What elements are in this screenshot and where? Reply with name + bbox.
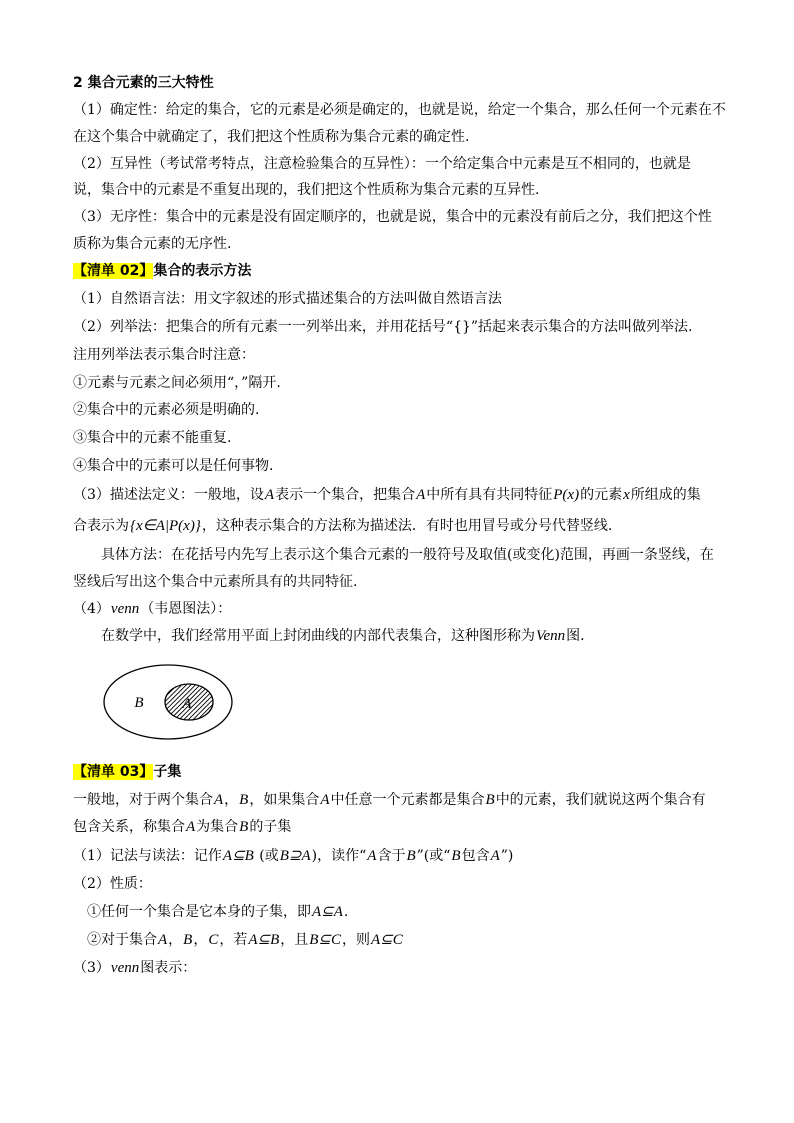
math-symbol: A: [264, 487, 275, 503]
enumeration-note-2: ②集合中的元素必须是明确的.: [73, 402, 260, 418]
math-symbol: A⊆B: [222, 848, 254, 864]
math-symbol: B: [451, 848, 461, 864]
subset-property-1: [87, 902, 348, 922]
text-run: ，如果集合: [249, 792, 320, 808]
text-run: ，且: [280, 932, 309, 948]
math-symbol: x: [623, 487, 630, 503]
text-run: 为集合: [196, 819, 239, 835]
venn-method-text: [101, 626, 585, 646]
enumeration-note-1: ①元素与元素之间必须用“，”隔开.: [73, 375, 281, 391]
text-run: 包含: [461, 848, 490, 864]
text-run: 含于: [377, 848, 406, 864]
text-run: 合表示为: [73, 518, 129, 534]
math-symbol: B: [406, 848, 416, 864]
section-heading: 2 集合元素的三大特性: [73, 75, 214, 91]
venn-label-b: B: [134, 695, 144, 711]
natural-language-method: （1）自然语言法：用文字叙述的形式描述集合的方法叫做自然语言法: [73, 291, 502, 307]
list02-title: 集合的表示方法: [153, 263, 252, 279]
math-symbol: A: [158, 932, 168, 948]
math-symbol: B: [239, 792, 249, 808]
list03-title: 子集: [153, 764, 182, 780]
text-run: （1）记法与读法：记作: [73, 848, 222, 864]
list02-tag: 【清单 02】: [73, 263, 154, 279]
text-run: 中的元素，我们就说这两个集合有: [495, 792, 706, 808]
text-run: 中所有具有共同特征: [426, 487, 553, 503]
enumeration-note-title: 注用列举法表示集合时注意：: [73, 347, 255, 363]
text-run: ”(或“: [416, 848, 451, 864]
text-run: ，若: [219, 932, 248, 948]
math-symbol: A⊆B: [248, 932, 280, 948]
specific-method-line-2: 竖线后写出这个集合中元素所具有的共同特征.: [73, 574, 358, 590]
text-run: ①任何一个集合是它本身的子集，即: [87, 904, 311, 920]
math-symbol: A: [416, 487, 426, 503]
math-symbol: C: [208, 932, 219, 948]
enumeration-note-3: ③集合中的元素不能重复.: [73, 430, 232, 446]
math-symbol: P(x): [553, 487, 580, 503]
subset-notation: [73, 846, 513, 866]
text-run: ，则: [342, 932, 371, 948]
math-symbol: B: [239, 819, 249, 835]
subset-property-2: [87, 930, 404, 950]
subset-definition-line-1: [73, 790, 706, 810]
text-run: （3）描述法定义：一般地，设: [73, 487, 264, 503]
math-symbol: A: [367, 848, 377, 864]
list03-heading: [73, 762, 181, 782]
text-run: （3）: [73, 960, 110, 976]
text-run: ”): [500, 848, 514, 864]
text-run: （韦恩图法）：: [140, 601, 232, 617]
text-run: 中任意一个元素都是集合: [330, 792, 485, 808]
text-run: ，: [168, 932, 183, 948]
text-run: 一般地，对于两个集合: [73, 792, 213, 808]
math-symbol: B: [485, 792, 495, 808]
description-method-line-2: [73, 516, 612, 536]
math-symbol: A⊆A: [312, 904, 343, 920]
distinctness-line-2: 说，集合中的元素是不重复出现的，我们把这个性质称为集合元素的互异性.: [73, 182, 540, 198]
description-method-line-1: [73, 485, 701, 505]
math-symbol: Venn: [536, 628, 566, 644]
math-symbol: {x∈A|P(x)}: [130, 518, 201, 534]
text-run: ，: [224, 792, 239, 808]
math-symbol: venn: [110, 960, 140, 976]
list03-tag: 【清单 03】: [73, 764, 154, 780]
text-run: (或: [254, 848, 279, 864]
text-run: 图.: [566, 628, 585, 644]
math-symbol: A: [320, 792, 330, 808]
math-symbol: venn: [110, 601, 140, 617]
math-symbol: A: [214, 792, 224, 808]
venn-diagram: [100, 660, 240, 750]
text-run: .: [343, 904, 349, 920]
determinacy-line-2: 在这个集合中就确定了，我们把这个性质称为集合元素的确定性.: [73, 129, 470, 145]
text-run: 所组成的集: [630, 487, 701, 503]
text-run: ，: [193, 932, 208, 948]
subset-properties-title: （2）性质：: [73, 876, 152, 892]
text-run: 在数学中，我们经常用平面上封闭曲线的内部代表集合，这种图形称为: [101, 628, 535, 644]
math-symbol: B⊆C: [309, 932, 342, 948]
enumeration-method: （2）列举法：把集合的所有元素一一列举出来，并用花括号“{}”括起来表示集合的方法叫做列举法.: [73, 319, 693, 335]
venn-label-a: A: [182, 696, 192, 712]
enumeration-note-4: ④集合中的元素可以是任何事物.: [73, 458, 274, 474]
text-run: ，这种表示集合的方法称为描述法．有时也用冒号或分号代替竖线.: [201, 518, 613, 534]
text-run: 表示一个集合，把集合: [275, 487, 416, 503]
distinctness-line-1: （2）互异性（考试常考特点，注意检验集合的互异性）：一个给定集合中元素是互不相同的，也就是: [73, 156, 691, 172]
subset-venn-representation: [73, 958, 196, 978]
venn-method-heading: [73, 599, 231, 619]
unordered-line-2: 质称为集合元素的无序性.: [73, 236, 232, 252]
math-symbol: A: [186, 819, 196, 835]
text-run: 的子集: [249, 819, 292, 835]
text-run: 的元素: [580, 487, 623, 503]
unordered-line-1: （3）无序性：集合中的元素是没有固定顺序的，也就是说，集合中的元素没有前后之分，我们把这个性: [73, 209, 712, 225]
math-symbol: B: [183, 932, 193, 948]
math-symbol: B⊇A: [279, 848, 311, 864]
text-run: 包含关系，称集合: [73, 819, 185, 835]
text-run: ②对于集合: [87, 932, 157, 948]
subset-definition-line-2: [73, 817, 291, 837]
specific-method-line-1: 具体方法：在花括号内先写上表示这个集合元素的一般符号及取值(或变化)范围，再画一条竖线，在: [101, 547, 714, 563]
text-run: 图表示：: [140, 960, 197, 976]
math-symbol: A⊆C: [371, 932, 403, 948]
math-symbol: A: [490, 848, 500, 864]
text-run: （4）: [73, 601, 110, 617]
list02-heading: [73, 261, 251, 281]
determinacy-line-1: （1）确定性：给定的集合，它的元素是必须是确定的，也就是说，给定一个集合，那么任何一个元素在不: [73, 102, 726, 118]
text-run: )，读作“: [311, 848, 367, 864]
